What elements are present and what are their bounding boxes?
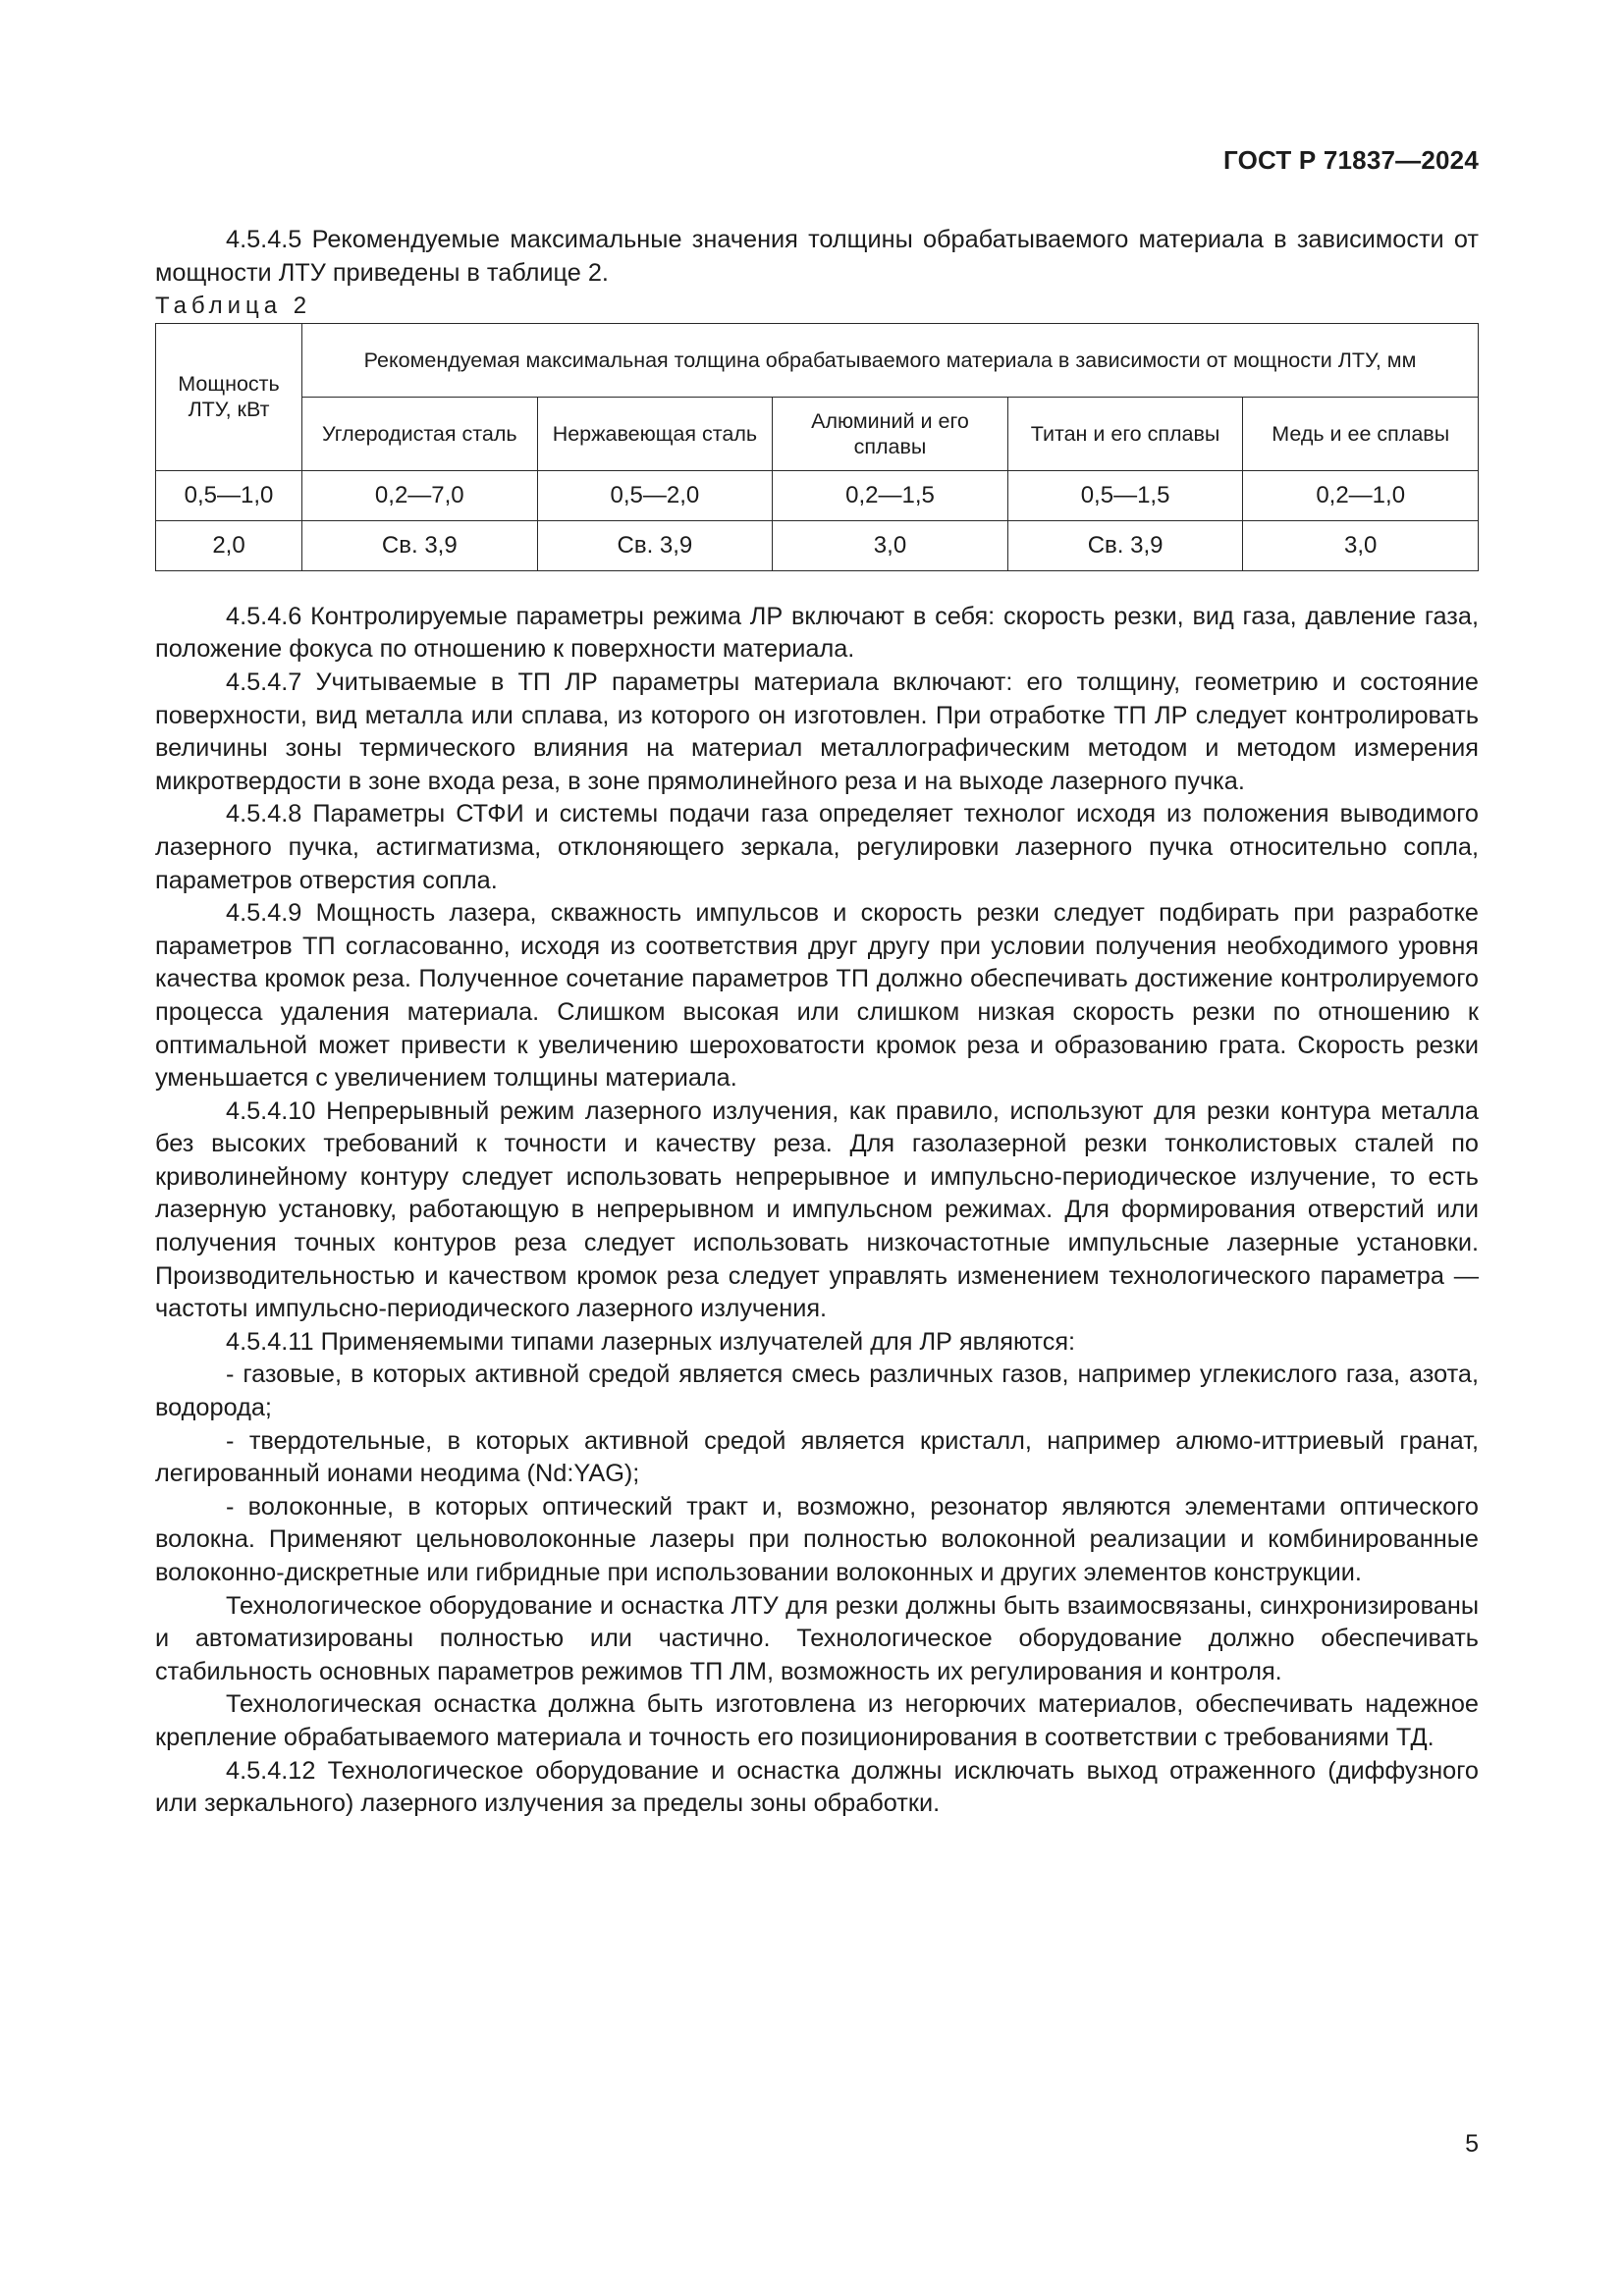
paragraph-4-5-4-9: 4.5.4.9 Мощность лазера, скважность импульсов и скорость резки следует подбирать при разработке параметров ТП согласованно, исходя из соответствия друг другу при условии получения необходимого уровня качества кромок реза. Полученное сочетание параметров ТП должно обеспечивать достижение контролируемого процесса удаления материала. Слишком высокая или слишком низкая скорость резки по отношению к оптимальной может привести к увеличению шероховатости кромок реза и образованию грата. Скорость резки уменьшается с увеличением толщины материала.	[155, 899, 1479, 1093]
table-subheader-row	[156, 397, 1479, 470]
table-header-row	[156, 323, 1479, 397]
cell-value: 3,0	[1243, 520, 1479, 570]
paragraph-fixtures: Технологическая оснастка должна быть изготовлена из негорючих материалов, обеспечивать надежное крепление обрабатываемого материала и точность его позиционирования в соответствии с требованиями ТД.	[155, 1690, 1479, 1751]
cell-value: 0,2—1,0	[1243, 470, 1479, 520]
paragraph-4-5-4-12: 4.5.4.12 Технологическое оборудование и оснастка должны исключать выход отраженного (диффузного или зеркального) лазерного излучения за пределы зоны обработки.	[155, 1756, 1479, 1818]
thickness-table	[155, 323, 1479, 571]
header-aluminium: Алюминий и его сплавы	[773, 397, 1008, 470]
list-item-gas: - газовые, в которых активной средой является смесь различных газов, например углекислого газа, азота, водорода;	[155, 1361, 1479, 1422]
header-copper: Медь и ее сплавы	[1243, 397, 1479, 470]
table-row	[156, 520, 1479, 570]
cell-value: 3,0	[773, 520, 1008, 570]
paragraph-equipment: Технологическое оборудование и оснастка ЛТУ для резки должны быть взаимосвязаны, синхронизированы и автоматизированы полностью или частично. Технологическое оборудование должно обеспечивать стабильность основных параметров режимов ТП ЛМ, возможность их регулирования и контроля.	[155, 1591, 1479, 1685]
paragraph-4-5-4-6: 4.5.4.6 Контролируемые параметры режима ЛР включают в себя: скорость резки, вид газа, давление газа, положение фокуса по отношению к поверхности материала.	[155, 602, 1479, 664]
cell-value: Св. 3,9	[537, 520, 773, 570]
page-number: 5	[1465, 2130, 1479, 2158]
cell-value: Св. 3,9	[1007, 520, 1243, 570]
cell-value: Св. 3,9	[302, 520, 538, 570]
cell-value: 0,2—7,0	[302, 470, 538, 520]
table-caption: Таблица 2	[155, 293, 312, 320]
paragraph-4-5-4-11: 4.5.4.11 Применяемыми типами лазерных излучателей для ЛР являются:	[226, 1327, 1076, 1356]
header-power: Мощность ЛТУ, кВт	[156, 323, 302, 470]
page-content	[155, 224, 1479, 1821]
cell-value: 0,5—2,0	[537, 470, 773, 520]
paragraph-4-5-4-8: 4.5.4.8 Параметры СТФИ и системы подачи газа определяет технолог исходя из положения выводимого лазерного пучка, астигматизма, отклоняющего зеркала, регулировки лазерного пучка относительно сопла, параметров отверстия сопла.	[155, 800, 1479, 894]
cell-power: 0,5—1,0	[156, 470, 302, 520]
cell-value: 0,5—1,5	[1007, 470, 1243, 520]
paragraph-4-5-4-5: 4.5.4.5 Рекомендуемые максимальные значения толщины обрабатываемого материала в зависимости от мощности ЛТУ приведены в таблице 2.	[155, 226, 1479, 287]
paragraph-4-5-4-7: 4.5.4.7 Учитываемые в ТП ЛР параметры материала включают: его толщину, геометрию и состояние поверхности, вид металла или сплава, из которого он изготовлен. При отработке ТП ЛР следует контролировать величины зоны термического влияния на материал металлографическим методом и методом измерения микротвердости в зоне входа реза, в зоне прямолинейного реза и на выходе лазерного пучка.	[155, 667, 1479, 795]
table-row	[156, 470, 1479, 520]
header-group: Рекомендуемая максимальная толщина обрабатываемого материала в зависимости от мощности ЛТУ, мм	[302, 323, 1479, 397]
cell-value: 0,2—1,5	[773, 470, 1008, 520]
document-code: ГОСТ Р 71837—2024	[1223, 145, 1479, 175]
list-item-fiber: - волоконные, в которых оптический тракт и, возможно, резонатор являются элементами оптического волокна. Применяют цельноволоконные лазеры при полностью волоконной реализации и комбинированные волоконно-дискретные или гибридные при использовании волоконных и других элементов конструкции.	[155, 1492, 1479, 1586]
header-titanium: Титан и его сплавы	[1007, 397, 1243, 470]
paragraph-4-5-4-10: 4.5.4.10 Непрерывный режим лазерного излучения, как правило, используют для резки контура металла без высоких требований к точности и качеству реза. Для газолазерной резки тонколистовых сталей по криволинейному контуру следует использовать непрерывное и импульсно-периодическое излучение, то есть лазерную установку, работающую в непрерывном и импульсном режимах. Для формирования отверстий или получения точных контуров реза следует использовать низкочастотные импульсные лазерные установки. Производительностью и качеством кромок реза следует управлять изменением технологического параметра — частоты импульсно-периодического лазерного излучения.	[155, 1096, 1479, 1323]
cell-power: 2,0	[156, 520, 302, 570]
header-carbon-steel: Углеродистая сталь	[302, 397, 538, 470]
header-stainless-steel: Нержавеющая сталь	[537, 397, 773, 470]
list-item-solid-state: - твердотельные, в которых активной средой является кристалл, например алюмо-иттриевый гранат, легированный ионами неодима (Nd:YAG);	[155, 1426, 1479, 1488]
